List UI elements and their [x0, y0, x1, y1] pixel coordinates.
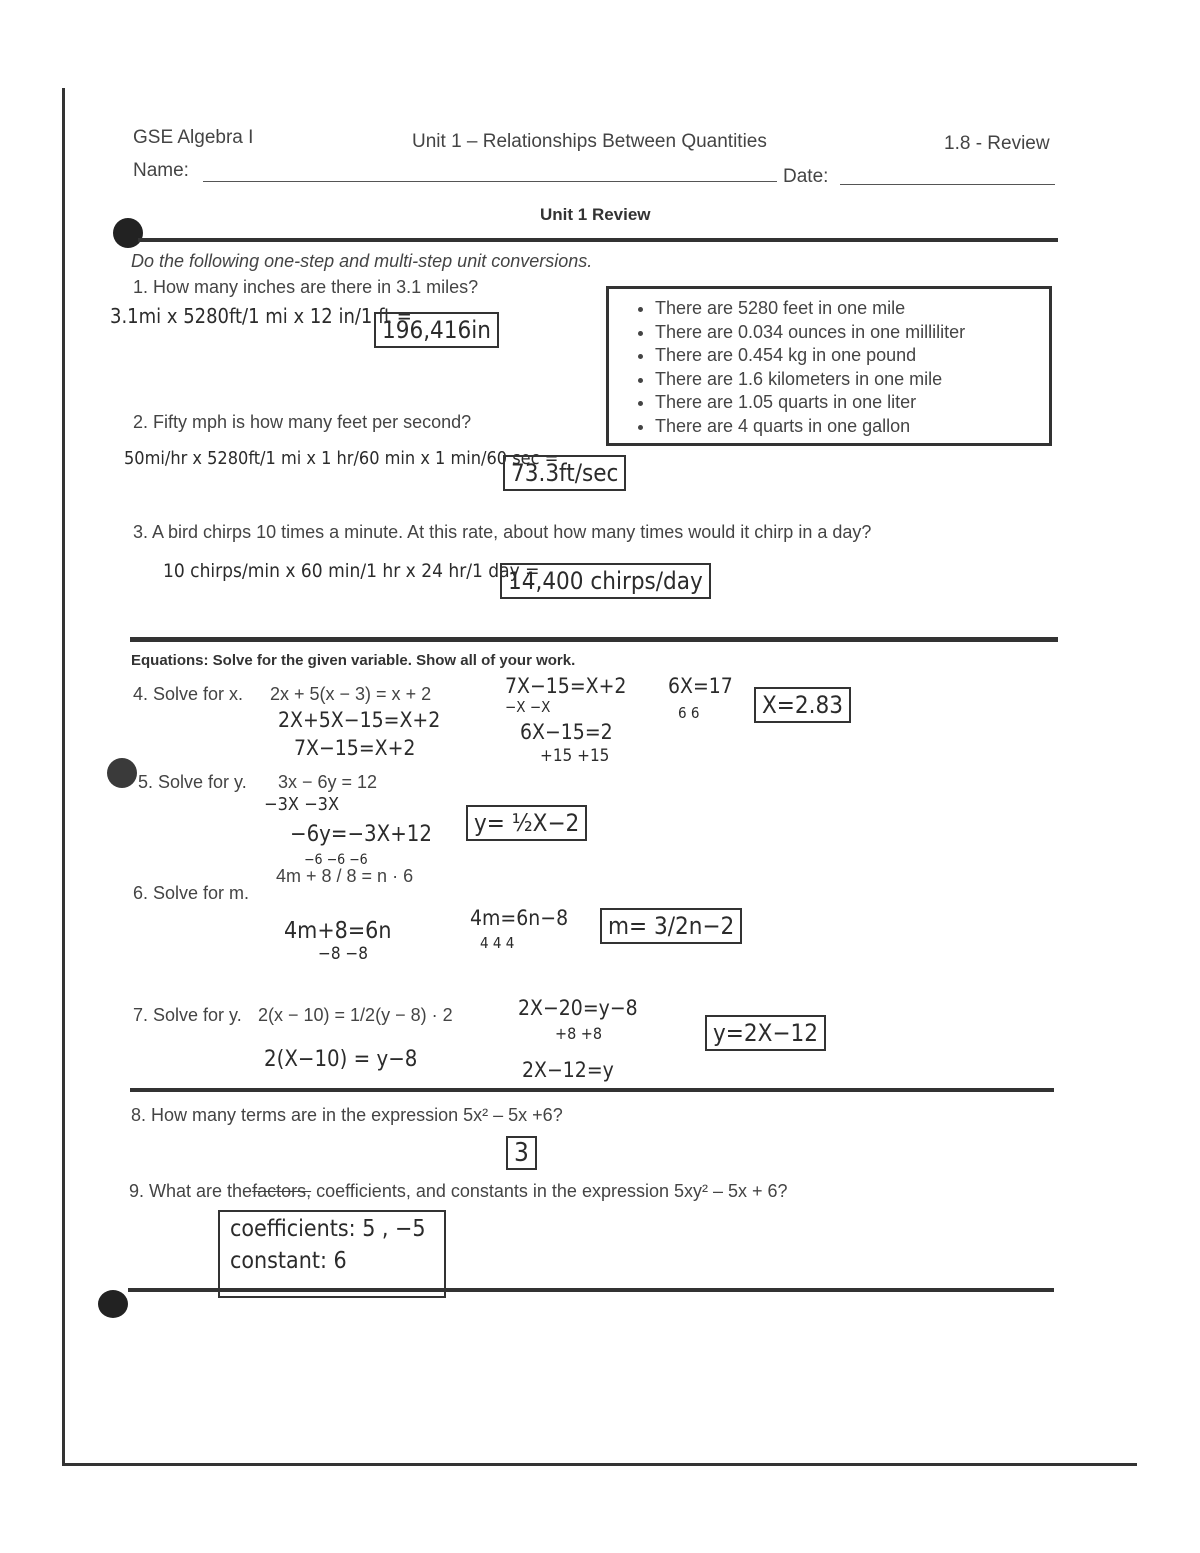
question-1-work: 3.1mi x 5280ft/1 mi x 12 in/1 ft =	[110, 304, 412, 328]
conversions-instructions: Do the following one-step and multi-step unit conversions.	[131, 251, 593, 271]
name-label: Name:	[133, 160, 189, 181]
question-3-prompt: 3. A bird chirps 10 times a minute. At this rate, about how many times would it chirp in a day?	[133, 522, 872, 542]
question-9-prompt-start: 9. What are the	[129, 1181, 253, 1201]
question-7-work-step: 2X−12=y	[522, 1058, 614, 1082]
question-4-work-step: +15 +15	[540, 746, 610, 766]
question-7-prompt: 7. Solve for y.	[133, 1005, 242, 1025]
question-5-work-step: −6 −6 −6	[304, 852, 368, 868]
equations-divider	[130, 1088, 1054, 1092]
question-7-work-step: +8 +8	[555, 1024, 603, 1043]
question-7-work-step: 2(X−10) = y−8	[264, 1047, 418, 1072]
expressions-divider	[128, 1288, 1054, 1292]
fact-item: • There are 0.454 kg in one pound	[655, 344, 1049, 368]
question-9-answer-box	[218, 1210, 446, 1298]
question-4-work-step: 6X−15=2	[520, 720, 613, 744]
question-2-work: 50mi/hr x 5280ft/1 mi x 1 hr/60 min x 1 min/60 sec =	[124, 448, 559, 469]
question-7-equation: 2(x − 10) = 1/2(y − 8) · 2	[258, 1005, 453, 1025]
equations-heading: Equations: Solve for the given variable. Show all of your work.	[131, 652, 576, 669]
question-6-equation: 4m + 8 / 8 = n · 6	[276, 866, 414, 886]
question-6-work-step: 4m=6n−8	[470, 906, 569, 930]
question-9-prompt	[129, 1181, 788, 1202]
question-9-constant: constant: 6	[230, 1248, 347, 1274]
binder-hole-top	[113, 218, 143, 248]
course-name: GSE Algebra I	[133, 127, 254, 148]
question-7-answer: y=2X−12	[705, 1015, 826, 1051]
question-4-work-step: 6 6	[678, 704, 700, 722]
question-9-coefficients: coefficients: 5 , −5	[230, 1216, 426, 1242]
fact-item: • There are 0.034 ounces in one milliliter	[655, 321, 1049, 345]
page-title: Unit 1 Review	[540, 205, 651, 224]
binder-hole-bottom	[98, 1290, 128, 1318]
name-blank[interactable]	[203, 181, 777, 182]
question-1-prompt: 1. How many inches are there in 3.1 miles?	[133, 277, 479, 297]
question-5-work-step: −3X −3X	[264, 794, 340, 815]
bottom-paper-edge	[62, 1463, 1137, 1466]
fact-item: • There are 5280 feet in one mile	[655, 297, 1049, 321]
date-label: Date:	[783, 166, 829, 187]
conversions-divider	[130, 637, 1058, 642]
date-blank[interactable]	[840, 184, 1055, 185]
question-2-answer: 73.3ft/sec	[503, 455, 626, 491]
question-5-answer: y= ½X−2	[466, 805, 587, 841]
fact-item: • There are 1.6 kilometers in one mile	[655, 368, 1049, 392]
question-6-answer: m= 3/2n−2	[600, 908, 742, 944]
question-4-equation: 2x + 5(x − 3) = x + 2	[270, 684, 432, 704]
question-6-work-step: 4m+8=6n	[284, 918, 392, 944]
question-8-answer: 3	[506, 1136, 537, 1170]
question-6-work-step: −8 −8	[318, 944, 368, 964]
question-4-work-step: 7X−15=X+2	[505, 674, 627, 698]
unit-title: Unit 1 – Relationships Between Quantities	[412, 131, 767, 152]
question-5-work-step: −6y=−3X+12	[290, 822, 432, 847]
title-divider	[138, 238, 1058, 242]
question-9-struck-word: factors,	[252, 1181, 312, 1201]
question-3-answer: 14,400 chirps/day	[500, 563, 711, 599]
fact-item: • There are 4 quarts in one gallon	[655, 415, 1049, 439]
question-1-answer: 196,416in	[374, 312, 499, 348]
question-4-work-step: 2X+5X−15=X+2	[278, 708, 441, 732]
question-4-prompt: 4. Solve for x.	[133, 684, 244, 704]
question-9-prompt-end: coefficients, and constants in the expression 5xy² – 5x + 6?	[311, 1181, 788, 1201]
question-6-prompt: 6. Solve for m.	[133, 883, 250, 903]
question-2-prompt: 2. Fifty mph is how many feet per second?	[133, 412, 472, 432]
left-paper-edge	[62, 88, 65, 1466]
question-4-work-step: 6X=17	[668, 674, 733, 698]
binder-hole-middle	[107, 758, 137, 788]
fact-item: • There are 1.05 quarts in one liter	[655, 391, 1049, 415]
question-4-answer: X=2.83	[754, 687, 851, 723]
question-6-work-step: 4 4 4	[480, 934, 515, 952]
question-8-prompt: 8. How many terms are in the expression 5x² – 5x +6?	[131, 1105, 563, 1125]
question-7-work-step: 2X−20=y−8	[518, 996, 638, 1020]
question-4-work-step: 7X−15=X+2	[294, 736, 416, 760]
section-label: 1.8 - Review	[944, 133, 1050, 154]
question-5-prompt: 5. Solve for y.	[138, 772, 247, 792]
conversion-facts-box	[606, 286, 1052, 446]
question-5-equation: 3x − 6y = 12	[278, 772, 378, 792]
question-4-work-step: −X −X	[505, 698, 551, 716]
question-3-work: 10 chirps/min x 60 min/1 hr x 24 hr/1 day =	[163, 560, 540, 582]
